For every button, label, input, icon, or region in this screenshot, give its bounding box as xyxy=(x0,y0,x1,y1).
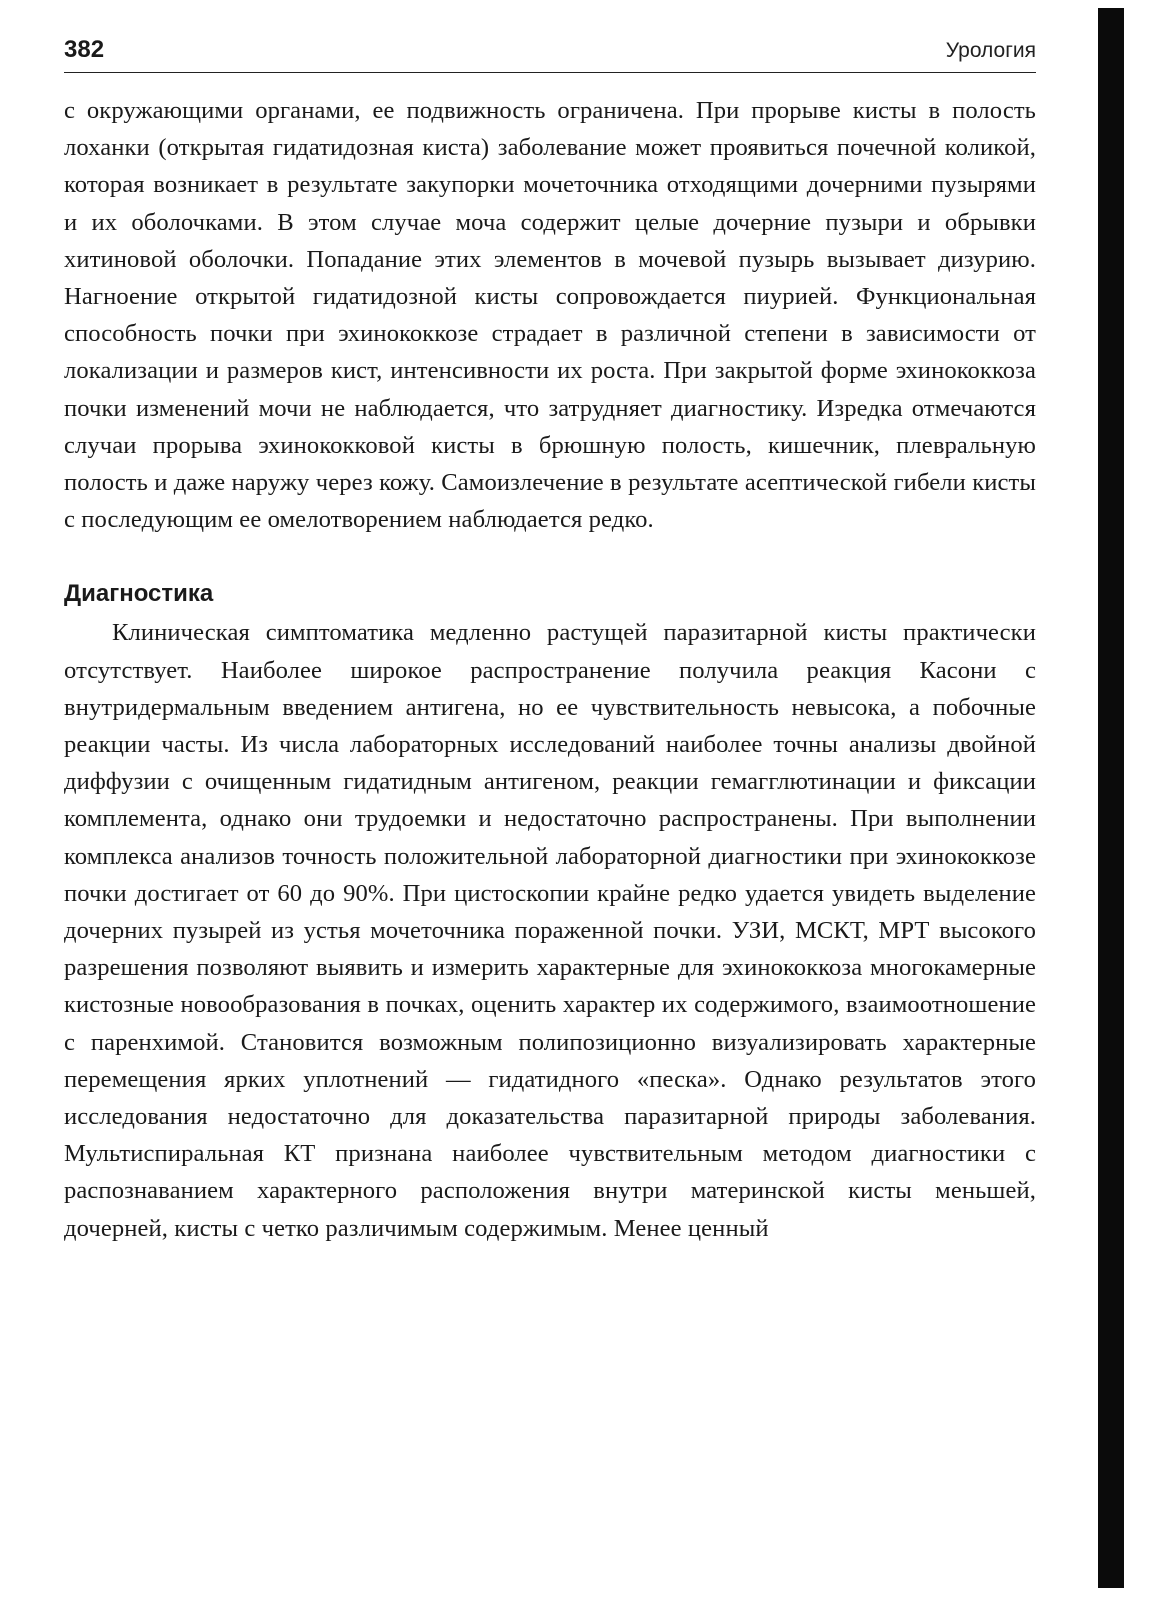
page-edge-shadow xyxy=(1098,8,1124,1588)
page-header xyxy=(64,36,1036,73)
page-body xyxy=(64,92,1036,1247)
paragraph-continued: с окружающими органами, ее подвижность ограничена. При прорыве кисты в полость лоханки (открытая гидатидозная киста) заболевание может проявиться почечной коликой, которая возникает в результате закупорки мочеточника отходящими дочерними пузырями и их оболочками. В этом случае моча содержит целые дочерние пузыри и обрывки хитиновой оболочки. Попадание этих элементов в мочевой пузырь вызывает дизурию. Нагноение открытой гидатидозной кисты сопровождается пиурией. Функциональная способность почки при эхинококкозе страдает в различной степени в зависимости от локализации и размеров кист, интенсивности их роста. При закрытой форме эхинококкоза почки изменений мочи не наблюдается, что затрудняет диагностику. Изредка отмечаются случаи прорыва эхинококковой кисты в брюшную полость, кишечник, плевральную полость и даже наружу через кожу. Самоизлечение в результате асептической гибели кисты с последующим ее омелотворением наблюдается редко. xyxy=(64,97,1036,534)
page-number: 382 xyxy=(64,36,105,63)
paragraph-diagnostics: Клиническая симптоматика медленно растущей паразитарной кисты практически отсутствует. Наиболее широкое распространение получила реакция Касони с внутридермальным введением антигена, но ее чувствительность невысока, а побочные реакции часты. Из числа лабораторных исследований наиболее точны анализы двойной диффузии с очищенным гидатидным антигеном, реакции гемагглютинации и фиксации комплемента, однако они трудоемки и недостаточно распространены. При выполнении комплекса анализов точность положительной лабораторной диагностики при эхинококкозе почки достигает от 60 до 90%. При цистоскопии крайне редко удается увидеть выделение дочерних пузырей из устья мочеточника пораженной почки. УЗИ, МСКТ, МРТ высокого разрешения позволяют выявить и измерить характерные для эхинококкоза многокамерные кистозные новообразования в почках, оценить характер их содержимого, взаимоотношение с паренхимой. Становится возможным полипозиционно визуализировать характерные перемещения ярких уплотнений — гидатидного «песка». Однако результатов этого исследования недостаточно для доказательства паразитарной природы заболевания. Мультиспиральная КТ признана наиболее чувствительным методом диагностики с распознаванием характерного расположения внутри материнской кисты меньшей, дочерней, кисты с четко различимым содержимым. Менее ценный xyxy=(64,619,1036,1242)
section-heading: Диагностика xyxy=(64,580,214,608)
running-head: Урология xyxy=(945,39,1036,62)
